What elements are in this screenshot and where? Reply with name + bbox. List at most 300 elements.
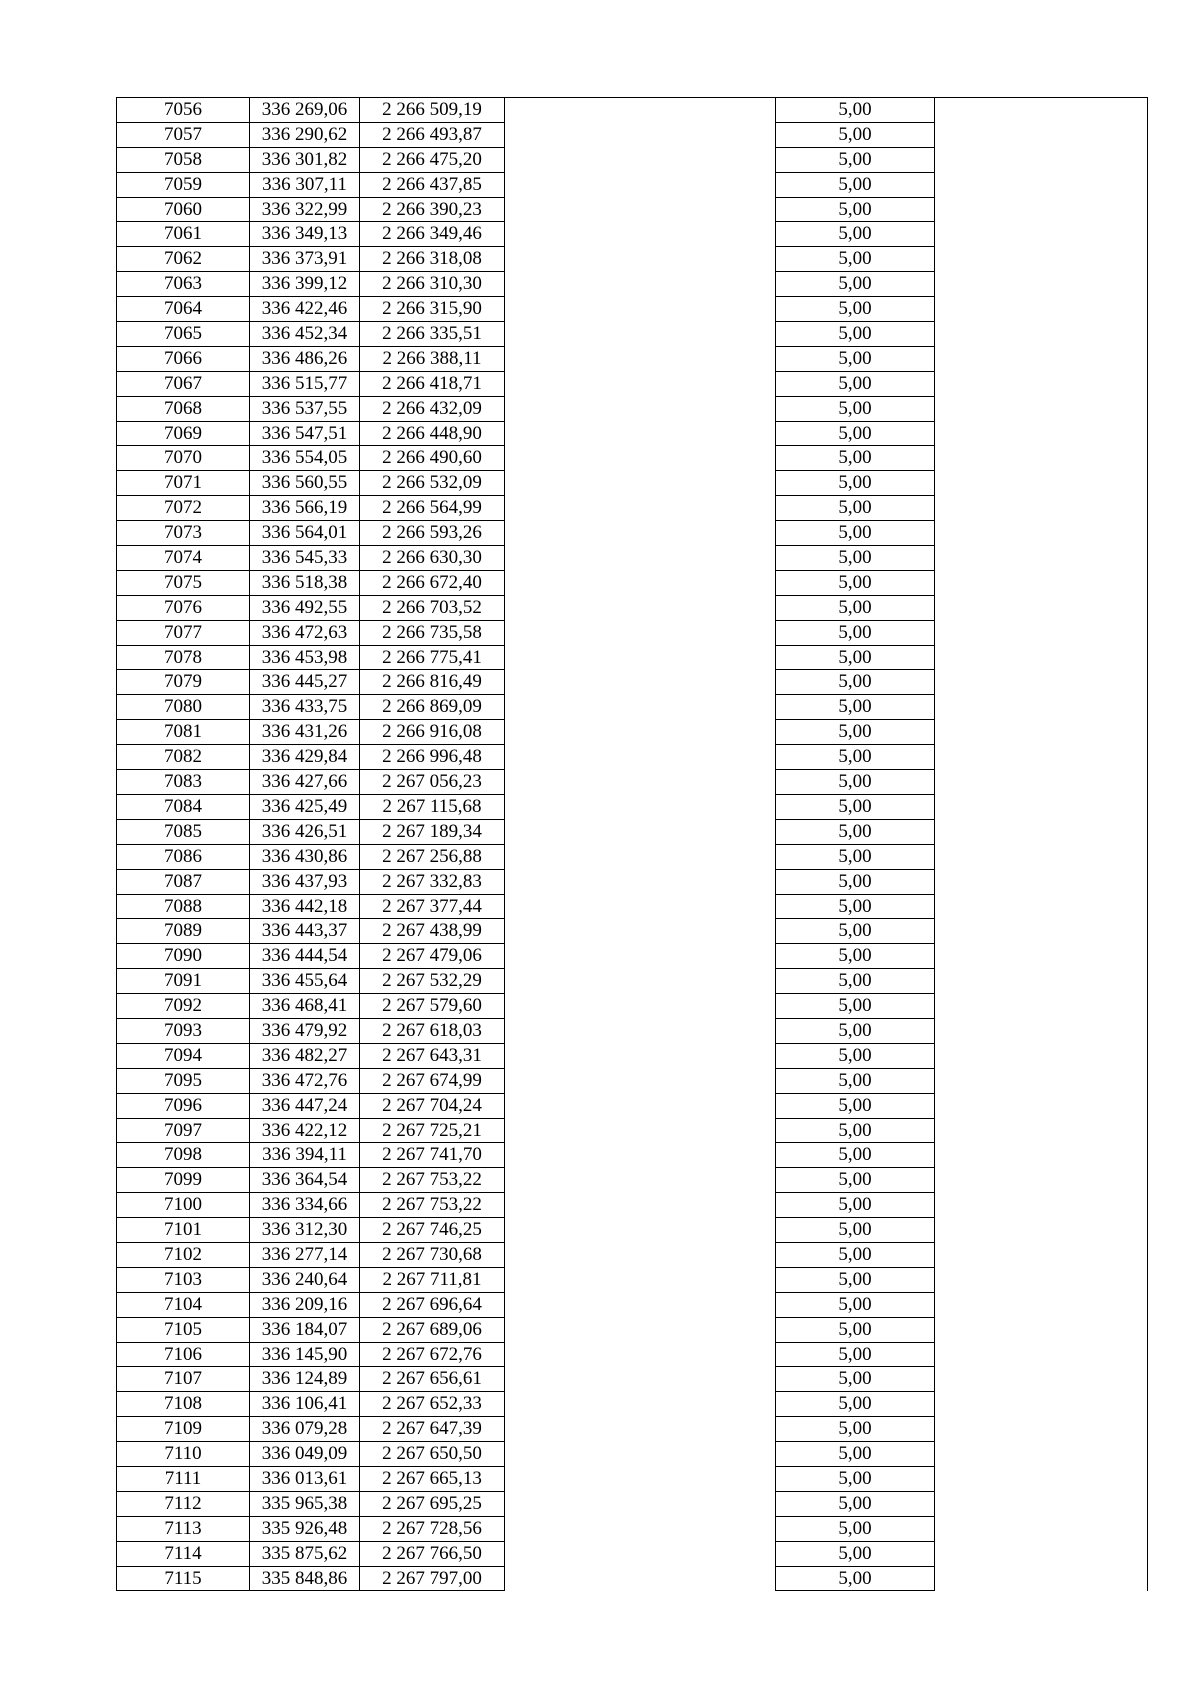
table-row xyxy=(116,919,1148,944)
table-cell-number: 7091 xyxy=(116,969,249,994)
cell-text: 336 564,01 xyxy=(250,521,359,546)
cell-text: 336 479,92 xyxy=(250,1019,359,1044)
table-row xyxy=(116,546,1148,571)
cell-text: 336 554,05 xyxy=(250,446,359,471)
table-cell-value: 5,00 xyxy=(775,1193,934,1218)
table-cell-x xyxy=(249,1467,359,1492)
table-row xyxy=(116,695,1148,720)
table-cell-blank2 xyxy=(934,422,1148,447)
table-cell-y: 2 266 418,71 xyxy=(359,372,504,397)
table-cell-y: 2 267 741,70 xyxy=(359,1143,504,1168)
table-cell-y: 2 266 475,20 xyxy=(359,148,504,173)
table-cell-x xyxy=(249,1044,359,1069)
table-cell-blank xyxy=(504,1119,775,1144)
table-row xyxy=(116,870,1148,895)
table-cell-x xyxy=(249,1442,359,1467)
table-cell-x xyxy=(249,173,359,198)
table-cell-number: 7090 xyxy=(116,944,249,969)
table-cell-number: 7085 xyxy=(116,820,249,845)
table-cell-blank xyxy=(504,745,775,770)
table-cell-blank xyxy=(504,1094,775,1119)
table-cell-x xyxy=(249,994,359,1019)
table-cell-value: 5,00 xyxy=(775,720,934,745)
table-cell-blank xyxy=(504,621,775,646)
table-cell-number: 7080 xyxy=(116,695,249,720)
table-row xyxy=(116,446,1148,471)
table-cell-number: 7110 xyxy=(116,1442,249,1467)
table-cell-y: 2 267 672,76 xyxy=(359,1343,504,1368)
table-cell-blank xyxy=(504,521,775,546)
table-cell-y: 2 266 916,08 xyxy=(359,720,504,745)
cell-text: 336 455,64 xyxy=(250,969,359,994)
table-cell-number: 7095 xyxy=(116,1069,249,1094)
table-cell-blank2 xyxy=(934,1467,1148,1492)
table-cell-blank xyxy=(504,372,775,397)
table-cell-blank xyxy=(504,944,775,969)
table-cell-y: 2 267 746,25 xyxy=(359,1218,504,1243)
table-cell-blank xyxy=(504,272,775,297)
cell-text: 336 373,91 xyxy=(250,247,359,272)
table-cell-blank xyxy=(504,397,775,422)
cell-text: 336 518,38 xyxy=(250,571,359,596)
table-cell-number: 7108 xyxy=(116,1392,249,1417)
table-cell-number: 7057 xyxy=(116,123,249,148)
table-cell-value: 5,00 xyxy=(775,571,934,596)
table-cell-x xyxy=(249,397,359,422)
table-cell-number: 7081 xyxy=(116,720,249,745)
table-row xyxy=(116,347,1148,372)
table-cell-y: 2 267 056,23 xyxy=(359,770,504,795)
table-cell-x xyxy=(249,1193,359,1218)
table-cell-y: 2 267 256,88 xyxy=(359,845,504,870)
table-cell-value: 5,00 xyxy=(775,1567,934,1592)
table-cell-value: 5,00 xyxy=(775,646,934,671)
table-row xyxy=(116,895,1148,920)
cell-text: 336 349,13 xyxy=(250,222,359,247)
table-cell-blank2 xyxy=(934,621,1148,646)
table-cell-value: 5,00 xyxy=(775,1542,934,1567)
cell-text: 336 437,93 xyxy=(250,870,359,895)
table-row xyxy=(116,521,1148,546)
table-row xyxy=(116,98,1148,123)
cell-text: 336 433,75 xyxy=(250,695,359,720)
table-cell-value: 5,00 xyxy=(775,795,934,820)
table-cell-number: 7067 xyxy=(116,372,249,397)
table-cell-x xyxy=(249,546,359,571)
table-cell-x xyxy=(249,795,359,820)
table-cell-blank2 xyxy=(934,1417,1148,1442)
table-row xyxy=(116,372,1148,397)
table-cell-x xyxy=(249,521,359,546)
cell-text: 336 301,82 xyxy=(250,148,359,173)
table-row xyxy=(116,1268,1148,1293)
table-cell-blank2 xyxy=(934,795,1148,820)
table-cell-blank2 xyxy=(934,1193,1148,1218)
table-cell-y: 2 266 816,49 xyxy=(359,670,504,695)
table-cell-blank2 xyxy=(934,1268,1148,1293)
table-cell-blank2 xyxy=(934,1392,1148,1417)
table-cell-value: 5,00 xyxy=(775,820,934,845)
table-row xyxy=(116,1243,1148,1268)
table-row xyxy=(116,745,1148,770)
table-cell-value: 5,00 xyxy=(775,98,934,123)
table-cell-number: 7076 xyxy=(116,596,249,621)
table-cell-number: 7115 xyxy=(116,1567,249,1592)
table-cell-y: 2 266 532,09 xyxy=(359,471,504,496)
table-cell-blank2 xyxy=(934,222,1148,247)
table-cell-blank xyxy=(504,1193,775,1218)
table-cell-number: 7107 xyxy=(116,1367,249,1392)
table-cell-x xyxy=(249,870,359,895)
table-cell-x xyxy=(249,745,359,770)
table-row xyxy=(116,1392,1148,1417)
table-cell-x xyxy=(249,571,359,596)
table-cell-number: 7105 xyxy=(116,1318,249,1343)
table-cell-blank2 xyxy=(934,247,1148,272)
table-cell-blank2 xyxy=(934,1542,1148,1567)
table-cell-value: 5,00 xyxy=(775,496,934,521)
cell-text: 336 447,24 xyxy=(250,1094,359,1119)
table-row xyxy=(116,1019,1148,1044)
table-cell-blank2 xyxy=(934,347,1148,372)
table-cell-x xyxy=(249,1119,359,1144)
table-cell-value: 5,00 xyxy=(775,969,934,994)
table-cell-number: 7071 xyxy=(116,471,249,496)
table-cell-blank xyxy=(504,1019,775,1044)
table-cell-number: 7069 xyxy=(116,422,249,447)
table-cell-blank xyxy=(504,422,775,447)
table-cell-value: 5,00 xyxy=(775,1168,934,1193)
table-cell-x xyxy=(249,1293,359,1318)
table-cell-x xyxy=(249,1069,359,1094)
table-cell-x xyxy=(249,895,359,920)
table-cell-blank2 xyxy=(934,870,1148,895)
table-row xyxy=(116,272,1148,297)
table-cell-value: 5,00 xyxy=(775,870,934,895)
table-cell-number: 7094 xyxy=(116,1044,249,1069)
cell-text: 336 445,27 xyxy=(250,670,359,695)
table-cell-value: 5,00 xyxy=(775,1293,934,1318)
table-cell-value: 5,00 xyxy=(775,994,934,1019)
table-cell-blank2 xyxy=(934,1318,1148,1343)
table-cell-y: 2 266 335,51 xyxy=(359,322,504,347)
table-cell-y: 2 267 674,99 xyxy=(359,1069,504,1094)
table-cell-number: 7097 xyxy=(116,1119,249,1144)
table-cell-blank2 xyxy=(934,745,1148,770)
table-cell-blank xyxy=(504,1467,775,1492)
table-cell-y: 2 267 730,68 xyxy=(359,1243,504,1268)
table-cell-number: 7092 xyxy=(116,994,249,1019)
table-cell-blank xyxy=(504,446,775,471)
table-cell-number: 7063 xyxy=(116,272,249,297)
table-cell-y: 2 266 390,23 xyxy=(359,198,504,223)
table-cell-blank xyxy=(504,148,775,173)
table-cell-value: 5,00 xyxy=(775,1094,934,1119)
table-cell-y: 2 267 689,06 xyxy=(359,1318,504,1343)
table-row xyxy=(116,397,1148,422)
table-cell-blank2 xyxy=(934,695,1148,720)
table-cell-x xyxy=(249,720,359,745)
table-row xyxy=(116,1467,1148,1492)
table-cell-y: 2 266 349,46 xyxy=(359,222,504,247)
cell-text: 336 547,51 xyxy=(250,422,359,447)
table-cell-x xyxy=(249,322,359,347)
cell-text: 336 399,12 xyxy=(250,272,359,297)
table-cell-value: 5,00 xyxy=(775,1417,934,1442)
table-cell-x xyxy=(249,670,359,695)
table-cell-value: 5,00 xyxy=(775,1467,934,1492)
table-cell-number: 7072 xyxy=(116,496,249,521)
table-cell-blank xyxy=(504,571,775,596)
table-cell-y: 2 267 725,21 xyxy=(359,1119,504,1144)
cell-text: 336 277,14 xyxy=(250,1243,359,1268)
table-cell-blank xyxy=(504,1318,775,1343)
table-cell-blank2 xyxy=(934,1069,1148,1094)
cell-text: 336 453,98 xyxy=(250,646,359,671)
table-cell-y: 2 266 448,90 xyxy=(359,422,504,447)
table-cell-blank xyxy=(504,820,775,845)
cell-text: 336 492,55 xyxy=(250,596,359,621)
table-cell-blank xyxy=(504,596,775,621)
table-cell-number: 7068 xyxy=(116,397,249,422)
table-cell-x xyxy=(249,347,359,372)
cell-text: 336 468,41 xyxy=(250,994,359,1019)
table-cell-number: 7114 xyxy=(116,1542,249,1567)
table-cell-blank2 xyxy=(934,546,1148,571)
table-cell-y: 2 267 579,60 xyxy=(359,994,504,1019)
table-cell-y: 2 267 618,03 xyxy=(359,1019,504,1044)
table-row xyxy=(116,1069,1148,1094)
table-cell-number: 7073 xyxy=(116,521,249,546)
cell-text: 336 429,84 xyxy=(250,745,359,770)
table-cell-y: 2 267 728,56 xyxy=(359,1517,504,1542)
table-cell-x xyxy=(249,1417,359,1442)
table-cell-value: 5,00 xyxy=(775,148,934,173)
table-cell-y: 2 267 647,39 xyxy=(359,1417,504,1442)
table-cell-value: 5,00 xyxy=(775,372,934,397)
table-cell-blank xyxy=(504,670,775,695)
cell-text: 336 269,06 xyxy=(250,98,359,123)
table-cell-x xyxy=(249,222,359,247)
table-cell-blank xyxy=(504,720,775,745)
table-cell-blank xyxy=(504,1218,775,1243)
cell-text: 336 079,28 xyxy=(250,1417,359,1442)
table-cell-y: 2 266 735,58 xyxy=(359,621,504,646)
table-cell-value: 5,00 xyxy=(775,1044,934,1069)
table-cell-y: 2 266 315,90 xyxy=(359,297,504,322)
table-cell-number: 7101 xyxy=(116,1218,249,1243)
cell-text: 335 965,38 xyxy=(250,1492,359,1517)
table-cell-blank2 xyxy=(934,173,1148,198)
table-cell-value: 5,00 xyxy=(775,596,934,621)
table-cell-y: 2 267 656,61 xyxy=(359,1367,504,1392)
table-cell-blank2 xyxy=(934,1019,1148,1044)
table-cell-blank2 xyxy=(934,670,1148,695)
cell-text: 336 566,19 xyxy=(250,496,359,521)
table-cell-x xyxy=(249,969,359,994)
table-cell-x xyxy=(249,1318,359,1343)
table-cell-value: 5,00 xyxy=(775,1218,934,1243)
table-cell-y: 2 267 377,44 xyxy=(359,895,504,920)
cell-text: 336 444,54 xyxy=(250,944,359,969)
table-cell-y: 2 267 753,22 xyxy=(359,1168,504,1193)
table-cell-number: 7098 xyxy=(116,1143,249,1168)
table-cell-blank xyxy=(504,1044,775,1069)
cell-text: 336 486,26 xyxy=(250,347,359,372)
table-cell-x xyxy=(249,820,359,845)
table-cell-y: 2 266 437,85 xyxy=(359,173,504,198)
table-cell-x xyxy=(249,1243,359,1268)
table-cell-blank xyxy=(504,870,775,895)
table-cell-blank xyxy=(504,98,775,123)
table-cell-blank2 xyxy=(934,969,1148,994)
table-cell-blank2 xyxy=(934,446,1148,471)
cell-text: 336 312,30 xyxy=(250,1218,359,1243)
table-cell-number: 7103 xyxy=(116,1268,249,1293)
table-cell-blank xyxy=(504,969,775,994)
table-cell-y: 2 266 318,08 xyxy=(359,247,504,272)
table-cell-x xyxy=(249,1143,359,1168)
cell-text: 336 334,66 xyxy=(250,1193,359,1218)
table-cell-number: 7064 xyxy=(116,297,249,322)
table-cell-y: 2 267 711,81 xyxy=(359,1268,504,1293)
table-row xyxy=(116,845,1148,870)
table-cell-blank2 xyxy=(934,1168,1148,1193)
table-cell-y: 2 266 509,19 xyxy=(359,98,504,123)
table-cell-y: 2 266 703,52 xyxy=(359,596,504,621)
table-row xyxy=(116,1542,1148,1567)
table-cell-number: 7060 xyxy=(116,198,249,223)
table-cell-y: 2 266 432,09 xyxy=(359,397,504,422)
table-cell-blank xyxy=(504,1542,775,1567)
table-cell-x xyxy=(249,1517,359,1542)
table-cell-blank xyxy=(504,1492,775,1517)
table-cell-y: 2 267 753,22 xyxy=(359,1193,504,1218)
table-cell-blank xyxy=(504,1392,775,1417)
table-cell-blank2 xyxy=(934,322,1148,347)
table-cell-value: 5,00 xyxy=(775,322,934,347)
table-row xyxy=(116,222,1148,247)
table-cell-value: 5,00 xyxy=(775,397,934,422)
table-cell-y: 2 267 650,50 xyxy=(359,1442,504,1467)
table-cell-x xyxy=(249,1168,359,1193)
table-cell-value: 5,00 xyxy=(775,471,934,496)
table-cell-blank2 xyxy=(934,1119,1148,1144)
table-cell-blank xyxy=(504,1442,775,1467)
table-cell-value: 5,00 xyxy=(775,1119,934,1144)
cell-text: 335 848,86 xyxy=(250,1567,359,1592)
table-cell-y: 2 266 775,41 xyxy=(359,646,504,671)
table-cell-blank xyxy=(504,247,775,272)
table-row xyxy=(116,1044,1148,1069)
table-cell-value: 5,00 xyxy=(775,173,934,198)
table-cell-value: 5,00 xyxy=(775,1243,934,1268)
cell-text: 336 422,46 xyxy=(250,297,359,322)
table-cell-y: 2 266 593,26 xyxy=(359,521,504,546)
table-cell-y: 2 267 695,25 xyxy=(359,1492,504,1517)
table-cell-x xyxy=(249,1343,359,1368)
table-cell-value: 5,00 xyxy=(775,521,934,546)
table-cell-y: 2 266 388,11 xyxy=(359,347,504,372)
table-cell-blank xyxy=(504,198,775,223)
table-cell-x xyxy=(249,372,359,397)
table-cell-blank2 xyxy=(934,994,1148,1019)
table-row xyxy=(116,571,1148,596)
table-cell-number: 7062 xyxy=(116,247,249,272)
table-cell-blank xyxy=(504,471,775,496)
table-cell-value: 5,00 xyxy=(775,1392,934,1417)
table-row xyxy=(116,646,1148,671)
table-cell-number: 7099 xyxy=(116,1168,249,1193)
table-row xyxy=(116,123,1148,148)
table-cell-number: 7104 xyxy=(116,1293,249,1318)
table-cell-blank xyxy=(504,347,775,372)
table-cell-blank xyxy=(504,845,775,870)
cell-text: 336 452,34 xyxy=(250,322,359,347)
table-cell-value: 5,00 xyxy=(775,1019,934,1044)
table-cell-blank2 xyxy=(934,148,1148,173)
cell-text: 336 537,55 xyxy=(250,397,359,422)
cell-text: 336 442,18 xyxy=(250,895,359,920)
table-cell-x xyxy=(249,496,359,521)
table-cell-blank2 xyxy=(934,198,1148,223)
table-row xyxy=(116,1442,1148,1467)
table-cell-value: 5,00 xyxy=(775,422,934,447)
table-cell-blank xyxy=(504,1367,775,1392)
table-cell-blank xyxy=(504,1069,775,1094)
table-cell-blank2 xyxy=(934,820,1148,845)
table-cell-value: 5,00 xyxy=(775,297,934,322)
table-cell-number: 7088 xyxy=(116,895,249,920)
cell-text: 336 425,49 xyxy=(250,795,359,820)
cell-text: 336 290,62 xyxy=(250,123,359,148)
table-cell-blank xyxy=(504,994,775,1019)
table-cell-value: 5,00 xyxy=(775,247,934,272)
table-cell-blank2 xyxy=(934,1143,1148,1168)
table-cell-value: 5,00 xyxy=(775,1143,934,1168)
table-cell-value: 5,00 xyxy=(775,1367,934,1392)
table-row xyxy=(116,1094,1148,1119)
table-cell-blank2 xyxy=(934,496,1148,521)
table-cell-y: 2 267 115,68 xyxy=(359,795,504,820)
table-cell-x xyxy=(249,247,359,272)
table-row xyxy=(116,1492,1148,1517)
table-cell-value: 5,00 xyxy=(775,198,934,223)
table-cell-number: 7083 xyxy=(116,770,249,795)
table-cell-blank xyxy=(504,770,775,795)
table-cell-blank2 xyxy=(934,1517,1148,1542)
table-cell-blank2 xyxy=(934,1442,1148,1467)
table-cell-x xyxy=(249,1492,359,1517)
table-cell-blank2 xyxy=(934,471,1148,496)
table-cell-number: 7078 xyxy=(116,646,249,671)
cell-text: 336 145,90 xyxy=(250,1343,359,1368)
table-cell-blank2 xyxy=(934,596,1148,621)
table-cell-blank xyxy=(504,1567,775,1592)
table-row xyxy=(116,1293,1148,1318)
table-cell-y: 2 267 438,99 xyxy=(359,919,504,944)
table-cell-number: 7084 xyxy=(116,795,249,820)
cell-text: 336 124,89 xyxy=(250,1367,359,1392)
cell-text: 336 545,33 xyxy=(250,546,359,571)
table-row xyxy=(116,1119,1148,1144)
table-cell-blank xyxy=(504,1143,775,1168)
table-row xyxy=(116,297,1148,322)
table-cell-blank2 xyxy=(934,646,1148,671)
cell-text: 335 926,48 xyxy=(250,1517,359,1542)
table-row xyxy=(116,1417,1148,1442)
table-row xyxy=(116,621,1148,646)
